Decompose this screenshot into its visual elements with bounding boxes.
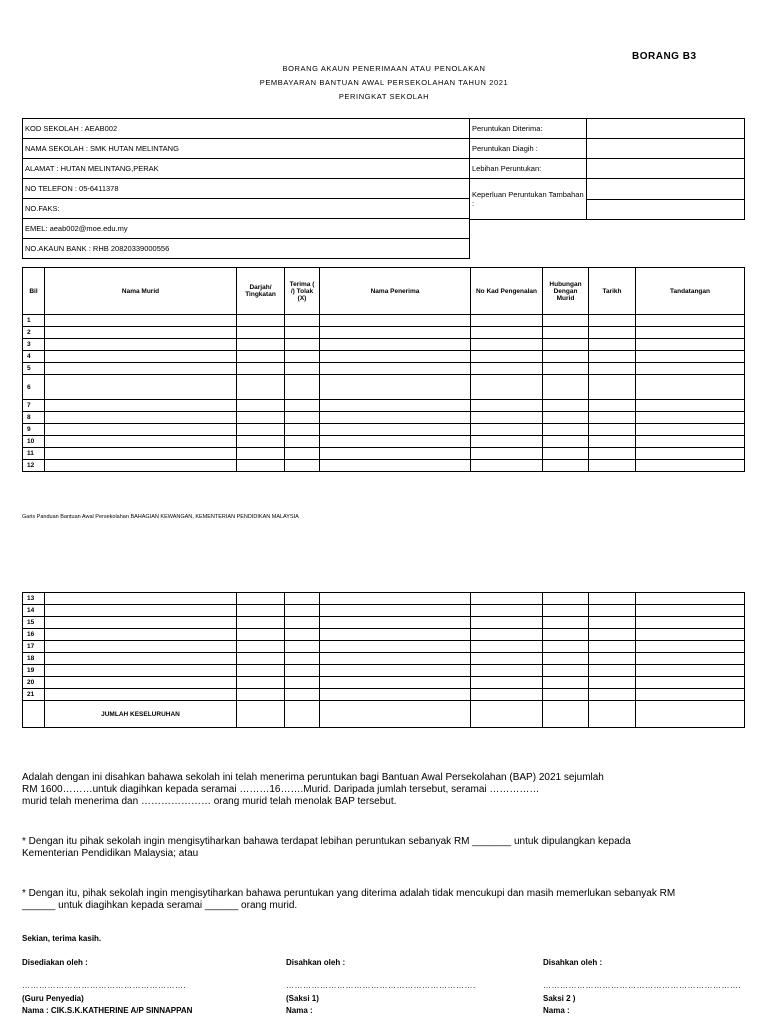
table-cell[interactable] <box>589 448 636 460</box>
table-cell[interactable] <box>285 605 320 617</box>
sig3-name: Nama : <box>543 1006 570 1015</box>
header-bil: Bil <box>23 268 45 315</box>
table-cell[interactable] <box>237 412 285 424</box>
table-cell[interactable] <box>471 617 543 629</box>
declaration-p1-line3: murid telah menerima dan ………………… orang murid telah menolak BAP tersebut. <box>22 796 397 807</box>
table-cell <box>23 701 45 728</box>
table-cell[interactable] <box>543 605 589 617</box>
table-row <box>23 629 745 641</box>
student-table-page1 <box>22 267 745 472</box>
row-number: 10 <box>23 436 45 448</box>
table-row <box>23 641 745 653</box>
table-cell[interactable] <box>285 665 320 677</box>
row-number: 1 <box>23 315 45 327</box>
table-cell[interactable] <box>45 448 237 460</box>
table-cell[interactable] <box>320 689 471 701</box>
table-cell[interactable] <box>543 424 589 436</box>
table-cell[interactable] <box>589 665 636 677</box>
table-cell[interactable] <box>471 327 543 339</box>
header-nama-penerima: Nama Penerima <box>320 268 471 315</box>
table-cell[interactable] <box>543 629 589 641</box>
table-row <box>23 436 745 448</box>
table-cell[interactable] <box>589 339 636 351</box>
row-number: 19 <box>23 665 45 677</box>
closing-text: Sekian, terima kasih. <box>22 934 102 943</box>
table-cell[interactable] <box>320 400 471 412</box>
table-cell[interactable] <box>636 617 745 629</box>
declaration-p2-line1: * Dengan itu pihak sekolah ingin mengisytiharkan bahawa terdapat lebihan peruntukan sebanyak RM _______ untuk dipulangkan kepada <box>22 836 631 847</box>
row-number: 9 <box>23 424 45 436</box>
table-cell[interactable] <box>471 605 543 617</box>
table-cell[interactable] <box>543 593 589 605</box>
lebihan-peruntukan-label: Lebihan Peruntukan: <box>470 159 587 179</box>
table-row <box>23 363 745 375</box>
peruntukan-diagih-value[interactable] <box>587 139 745 159</box>
sig2-name: Nama : <box>286 1006 313 1015</box>
table-cell[interactable] <box>45 339 237 351</box>
row-number: 13 <box>23 593 45 605</box>
table-cell[interactable] <box>237 315 285 327</box>
table-cell[interactable] <box>320 327 471 339</box>
table-row <box>23 412 745 424</box>
peruntukan-diagih-label: Peruntukan Diagih : <box>470 139 587 159</box>
table-row <box>23 665 745 677</box>
table-cell[interactable] <box>320 375 471 400</box>
nama-sekolah: NAMA SEKOLAH : SMK HUTAN MELINTANG <box>23 139 470 159</box>
table-cell[interactable] <box>543 460 589 472</box>
table-cell[interactable] <box>45 327 237 339</box>
table-cell[interactable] <box>320 363 471 375</box>
table-cell[interactable] <box>320 315 471 327</box>
table-cell[interactable] <box>636 641 745 653</box>
table-row <box>23 400 745 412</box>
table-cell[interactable] <box>237 701 285 728</box>
table-cell[interactable] <box>45 641 237 653</box>
table-cell[interactable] <box>471 400 543 412</box>
table-row <box>23 689 745 701</box>
peruntukan-diterima-label: Peruntukan Diterima: <box>470 119 587 139</box>
table-cell[interactable] <box>589 400 636 412</box>
table-cell[interactable] <box>589 677 636 689</box>
table-cell[interactable] <box>636 665 745 677</box>
table-cell[interactable] <box>589 653 636 665</box>
table-cell[interactable] <box>471 363 543 375</box>
signature-col-1 <box>22 958 282 1015</box>
sig3-label: Disahkan oleh : <box>543 958 603 967</box>
table-cell[interactable] <box>320 460 471 472</box>
table-cell[interactable] <box>45 400 237 412</box>
table-cell[interactable] <box>543 617 589 629</box>
table-cell[interactable] <box>320 641 471 653</box>
table-cell[interactable] <box>285 653 320 665</box>
footnote: Garis Panduan Bantuan Awal Persekolahan BAHAGIAN KEWANGAN, KEMENTERIAN PENDIDIKAN MALAYSIA <box>22 514 299 520</box>
table-row <box>23 593 745 605</box>
table-cell[interactable] <box>636 593 745 605</box>
table-cell[interactable] <box>589 424 636 436</box>
table-cell[interactable] <box>636 629 745 641</box>
table-cell[interactable] <box>285 689 320 701</box>
table-cell[interactable] <box>543 701 589 728</box>
row-number: 12 <box>23 460 45 472</box>
table-cell[interactable] <box>636 363 745 375</box>
table-cell[interactable] <box>471 629 543 641</box>
table-cell[interactable] <box>543 665 589 677</box>
table-cell[interactable] <box>320 593 471 605</box>
table-cell[interactable] <box>285 400 320 412</box>
table-cell[interactable] <box>543 448 589 460</box>
table-cell[interactable] <box>237 424 285 436</box>
row-number: 21 <box>23 689 45 701</box>
declaration-p3-line2: ______ untuk diagihkan kepada seramai ______ orang murid. <box>22 900 298 911</box>
header-hubungan: Hubungan Dengan Murid <box>543 268 589 315</box>
sig2-line[interactable]: …………………………………………………………. <box>286 981 476 990</box>
table-cell[interactable] <box>471 339 543 351</box>
table-cell[interactable] <box>471 593 543 605</box>
peruntukan-diterima-value[interactable] <box>587 119 745 139</box>
table-cell[interactable] <box>45 689 237 701</box>
table-cell[interactable] <box>285 351 320 363</box>
title-line-3: PERINGKAT SEKOLAH <box>338 92 430 101</box>
table-cell[interactable] <box>45 617 237 629</box>
table-row <box>23 448 745 460</box>
table-cell[interactable] <box>589 327 636 339</box>
table-cell[interactable] <box>471 436 543 448</box>
table-cell[interactable] <box>543 327 589 339</box>
row-number: 17 <box>23 641 45 653</box>
table-cell[interactable] <box>45 629 237 641</box>
keperluan-peruntukan-value[interactable] <box>587 179 745 200</box>
table-cell[interactable] <box>636 315 745 327</box>
table-cell[interactable] <box>45 665 237 677</box>
row-number: 6 <box>23 375 45 400</box>
allocation-table <box>469 118 745 220</box>
table-cell[interactable] <box>471 375 543 400</box>
table-cell[interactable] <box>237 327 285 339</box>
declaration-p3-line1: * Dengan itu, pihak sekolah ingin mengisytiharkan bahawa peruntukan yang diterima adalah tidak mencukupi dan masih memerlukan sebanyak RM <box>22 888 676 899</box>
table-cell[interactable] <box>636 424 745 436</box>
signature-col-2 <box>286 958 526 1015</box>
table-cell[interactable] <box>237 677 285 689</box>
school-info-table <box>22 118 470 259</box>
table-row <box>23 315 745 327</box>
table-cell[interactable] <box>320 448 471 460</box>
table-cell[interactable] <box>543 375 589 400</box>
table-row <box>23 424 745 436</box>
table-cell[interactable] <box>589 641 636 653</box>
no-telefon: NO TELEFON : 05-6411378 <box>23 179 470 199</box>
table-cell[interactable] <box>543 351 589 363</box>
sig2-role: (Saksi 1) <box>286 994 319 1003</box>
table-cell[interactable] <box>636 436 745 448</box>
declaration-p1-line1: Adalah dengan ini disahkan bahawa sekolah ini telah menerima peruntukan bagi Bantuan Awal Persekolahan (BAP) 2021 sejumlah <box>22 772 604 783</box>
table-cell[interactable] <box>285 339 320 351</box>
header-tarikh: Tarikh <box>589 268 636 315</box>
sig2-label: Disahkan oleh : <box>286 958 346 967</box>
table-cell[interactable] <box>543 400 589 412</box>
table-cell[interactable] <box>543 363 589 375</box>
table-cell[interactable] <box>589 629 636 641</box>
table-row <box>23 460 745 472</box>
table-cell[interactable] <box>543 641 589 653</box>
declaration-p3 <box>22 888 675 912</box>
table-cell[interactable] <box>237 617 285 629</box>
table-cell[interactable] <box>471 412 543 424</box>
header-no-kad: No Kad Pengenalan <box>471 268 543 315</box>
table-cell[interactable] <box>237 351 285 363</box>
table-cell[interactable] <box>636 351 745 363</box>
table-cell[interactable] <box>285 412 320 424</box>
table-cell[interactable] <box>320 665 471 677</box>
kod-sekolah: KOD SEKOLAH : AEAB002 <box>23 119 470 139</box>
table-cell[interactable] <box>45 375 237 400</box>
sig1-name: Nama : CIK.S.K.KATHERINE A/P SINNAPPAN <box>22 1006 193 1015</box>
total-label: JUMLAH KESELURUHAN <box>45 701 237 728</box>
declaration-p1-line2: RM 1600………untuk diagihkan kepada seramai ………16…….Murid. Daripada jumlah tersebut, seramai …………… <box>22 784 540 795</box>
table-cell[interactable] <box>237 339 285 351</box>
table-cell[interactable] <box>636 689 745 701</box>
header-tandatangan: Tandatangan <box>636 268 745 315</box>
table-cell[interactable] <box>543 339 589 351</box>
keperluan-peruntukan-value-2[interactable] <box>587 199 745 220</box>
table-cell[interactable] <box>45 351 237 363</box>
table-cell[interactable] <box>589 617 636 629</box>
table-cell[interactable] <box>237 689 285 701</box>
table-cell[interactable] <box>237 460 285 472</box>
row-number: 14 <box>23 605 45 617</box>
table-cell[interactable] <box>237 448 285 460</box>
table-cell[interactable] <box>320 653 471 665</box>
table-cell[interactable] <box>237 436 285 448</box>
table-cell[interactable] <box>636 375 745 400</box>
table-cell[interactable] <box>636 327 745 339</box>
table-cell[interactable] <box>237 605 285 617</box>
title-line-1: BORANG AKAUN PENERIMAAN ATAU PENOLAKAN <box>282 64 486 73</box>
table-row <box>23 605 745 617</box>
sig1-line[interactable]: …………………………………………………. <box>22 981 187 990</box>
table-cell[interactable] <box>471 424 543 436</box>
table-cell[interactable] <box>45 593 237 605</box>
table-cell[interactable] <box>636 339 745 351</box>
table-cell[interactable] <box>589 593 636 605</box>
table-cell[interactable] <box>237 400 285 412</box>
table-cell[interactable] <box>471 315 543 327</box>
table-cell[interactable] <box>589 689 636 701</box>
row-number: 4 <box>23 351 45 363</box>
table-cell[interactable] <box>636 460 745 472</box>
table-cell[interactable] <box>636 653 745 665</box>
declaration-p2-line2: Kementerian Pendidikan Malaysia; atau <box>22 848 199 859</box>
table-cell[interactable] <box>285 436 320 448</box>
table-cell[interactable] <box>285 448 320 460</box>
sig1-role: (Guru Penyedia) <box>22 994 84 1003</box>
table-cell[interactable] <box>237 375 285 400</box>
table-cell[interactable] <box>471 701 543 728</box>
table-cell[interactable] <box>45 424 237 436</box>
row-number: 18 <box>23 653 45 665</box>
declaration-p1 <box>22 772 604 808</box>
table-cell[interactable] <box>285 617 320 629</box>
row-number: 5 <box>23 363 45 375</box>
table-cell[interactable] <box>285 701 320 728</box>
table-cell[interactable] <box>237 641 285 653</box>
table-cell[interactable] <box>320 677 471 689</box>
title-line-2: PEMBAYARAN BANTUAN AWAL PERSEKOLAHAN TAHUN 2021 <box>259 78 509 87</box>
table-cell[interactable] <box>320 617 471 629</box>
table-cell[interactable] <box>320 339 471 351</box>
table-cell[interactable] <box>285 375 320 400</box>
no-faks: NO.FAKS: <box>23 199 470 219</box>
table-cell[interactable] <box>636 412 745 424</box>
table-cell[interactable] <box>471 351 543 363</box>
row-number: 11 <box>23 448 45 460</box>
row-number: 16 <box>23 629 45 641</box>
table-cell[interactable] <box>471 665 543 677</box>
total-row <box>23 701 745 728</box>
table-cell[interactable] <box>320 629 471 641</box>
table-cell[interactable] <box>589 605 636 617</box>
table-cell[interactable] <box>45 677 237 689</box>
header-terima-tolak: Terima ( /) Tolak (X) <box>285 268 320 315</box>
table-cell[interactable] <box>285 363 320 375</box>
table-row <box>23 351 745 363</box>
table-cell[interactable] <box>543 436 589 448</box>
emel: EMEL: aeab002@moe.edu.my <box>23 219 470 239</box>
table-cell[interactable] <box>471 460 543 472</box>
table-cell[interactable] <box>320 424 471 436</box>
table-cell[interactable] <box>237 593 285 605</box>
table-cell[interactable] <box>543 315 589 327</box>
table-row <box>23 617 745 629</box>
table-cell[interactable] <box>636 400 745 412</box>
table-cell[interactable] <box>589 436 636 448</box>
table-cell[interactable] <box>285 593 320 605</box>
table-cell[interactable] <box>589 351 636 363</box>
table-cell[interactable] <box>471 677 543 689</box>
table-cell[interactable] <box>285 629 320 641</box>
table-cell[interactable] <box>285 460 320 472</box>
table-cell[interactable] <box>320 701 471 728</box>
table-cell[interactable] <box>589 701 636 728</box>
table-cell[interactable] <box>285 424 320 436</box>
table-cell[interactable] <box>636 448 745 460</box>
no-akaun-bank: NO.AKAUN BANK : RHB 20820339000556 <box>23 239 470 259</box>
table-row <box>23 677 745 689</box>
table-cell[interactable] <box>285 327 320 339</box>
table-cell[interactable] <box>471 653 543 665</box>
header-darjah: Darjah/ Tingkatan <box>237 268 285 315</box>
table-cell[interactable] <box>589 412 636 424</box>
row-number: 2 <box>23 327 45 339</box>
table-cell[interactable] <box>45 460 237 472</box>
student-table-page2 <box>22 592 745 728</box>
table-cell[interactable] <box>237 653 285 665</box>
table-cell[interactable] <box>45 653 237 665</box>
table-cell[interactable] <box>471 641 543 653</box>
table-cell[interactable] <box>237 363 285 375</box>
table-cell[interactable] <box>320 436 471 448</box>
table-cell[interactable] <box>636 701 745 728</box>
table-row <box>23 653 745 665</box>
signature-col-3 <box>543 958 763 1015</box>
form-code: BORANG B3 <box>632 51 697 62</box>
header-nama-murid: Nama Murid <box>45 268 237 315</box>
table-cell[interactable] <box>543 412 589 424</box>
row-number: 15 <box>23 617 45 629</box>
table-cell[interactable] <box>285 315 320 327</box>
table-cell[interactable] <box>320 412 471 424</box>
row-number: 20 <box>23 677 45 689</box>
table-cell[interactable] <box>589 460 636 472</box>
table-row <box>23 339 745 351</box>
table-cell[interactable] <box>320 351 471 363</box>
declaration-p2 <box>22 836 631 860</box>
table-cell[interactable] <box>45 315 237 327</box>
table-cell[interactable] <box>543 689 589 701</box>
sig1-label: Disediakan oleh : <box>22 958 88 967</box>
table-cell[interactable] <box>543 653 589 665</box>
lebihan-peruntukan-value[interactable] <box>587 159 745 179</box>
row-number: 8 <box>23 412 45 424</box>
row-number: 3 <box>23 339 45 351</box>
table-cell[interactable] <box>589 315 636 327</box>
alamat: ALAMAT : HUTAN MELINTANG,PERAK <box>23 159 470 179</box>
table-cell[interactable] <box>285 677 320 689</box>
table-cell[interactable] <box>45 412 237 424</box>
row-number: 7 <box>23 400 45 412</box>
table-cell[interactable] <box>237 629 285 641</box>
sig3-line[interactable]: ……………………………………………………………. <box>543 981 742 990</box>
keperluan-peruntukan-label: Keperluan Peruntukan Tambahan : <box>470 179 587 220</box>
table-cell[interactable] <box>636 605 745 617</box>
table-cell[interactable] <box>589 375 636 400</box>
table-cell[interactable] <box>589 363 636 375</box>
table-cell[interactable] <box>45 363 237 375</box>
table-row <box>23 375 745 400</box>
table-cell[interactable] <box>471 448 543 460</box>
table-cell[interactable] <box>45 605 237 617</box>
table-row <box>23 327 745 339</box>
table-cell[interactable] <box>45 436 237 448</box>
table-cell[interactable] <box>636 677 745 689</box>
table-cell[interactable] <box>285 641 320 653</box>
sig3-role: Saksi 2 ) <box>543 994 576 1003</box>
table-cell[interactable] <box>320 605 471 617</box>
table-cell[interactable] <box>471 689 543 701</box>
table-cell[interactable] <box>543 677 589 689</box>
table-cell[interactable] <box>237 665 285 677</box>
